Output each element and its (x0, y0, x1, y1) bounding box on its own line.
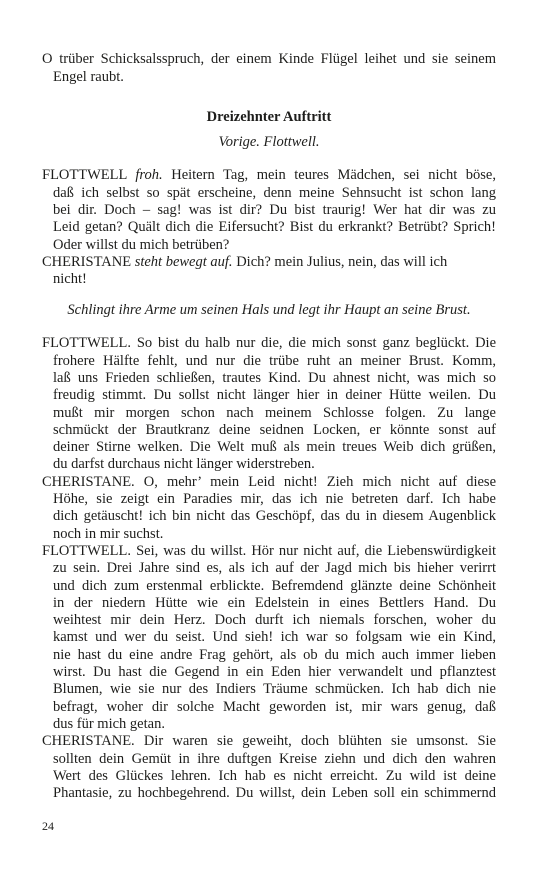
speech-line (42, 733, 496, 750)
speech-line: frohere Hälfte fehlt, und nur die trübe ruht an meiner Brust. Komm, (53, 352, 496, 369)
speech-flottwell (42, 335, 496, 473)
speech-line: laß uns Frieden schließen, trautes Kind. Du ahnest nicht, was mich so (53, 369, 496, 386)
dialogue-block (42, 167, 496, 288)
stage-direction-inline: steht bewegt auf. (134, 253, 233, 270)
speaker-name: CHERISTANE (42, 253, 132, 270)
speech-line: bei dir. Doch – sag! was ist dir? Du bist traurig! Wer hat dir was zu (53, 201, 496, 218)
speech-line: O trüber Schicksalsspruch, der einem Kinde Flügel leihet und sie seinem (42, 51, 496, 68)
speech-text: So bist du halb nur die, die mich sonst ganz beglückt. Die (136, 335, 497, 352)
speech-text: Dich? mein Julius, nein, das will ich (236, 253, 448, 270)
speech-line: dus für mich getan. (53, 715, 165, 732)
speech-line (42, 167, 496, 184)
speech-line: Phantasie, zu hochbegehrend. Du willst, dein Leben soll ein schimmernd (53, 785, 496, 802)
speech-line: Blumen, wie sie nur des Indiers Träume schmücken. Ich hab dich nie (53, 681, 496, 698)
scene-title: Dreizehnter Auftritt (206, 109, 332, 126)
stage-direction: Schlingt ihre Arme um seinen Hals und legt ihr Haupt an seine Brust. (67, 302, 471, 319)
speech-line: freudig stimmt. Du sollst nicht länger hier in deiner Hütte weilen. Du (53, 387, 496, 404)
speech-line (42, 543, 496, 560)
page-number: 24 (42, 819, 54, 833)
speech-continuation (42, 51, 496, 86)
speech-line: nie hast du eine andre Frag gehört, als ob du mich auch immer lieben (53, 646, 496, 663)
speech-text: O, mehr’ mein Leid nicht! Zieh mich nicht auf diese (143, 473, 496, 490)
speech-line: deiner Stirne welken. Die Welt muß als mein treues Weib dich grüßen, (53, 439, 496, 456)
speech-line (42, 335, 496, 352)
speech-line: Höhe, sie zeigt ein Paradies mir, das ich nie betreten darf. Ich habe (53, 491, 496, 508)
speech-text: Heitern Tag, mein teures Mädchen, sei nicht böse, (171, 167, 496, 184)
scene-characters: Vorige. Flottwell. (218, 134, 320, 151)
speech-line (42, 474, 496, 491)
speech-cheristane (42, 474, 496, 543)
speech-line: Wert des Glückes lehren. Ich hab es nicht erreicht. Zu wild ist deine (53, 767, 496, 784)
speech-line: wirst. Du hast die Gegend in ein Eden hier verwandelt und pflanztest (53, 664, 496, 681)
speaker-name: FLOTTWELL. (42, 542, 131, 559)
speech-line: weihtest mir dein Herz. Doch durft ich niemals forschen, woher du (53, 612, 496, 629)
speech-line: du darfst durchaus nicht länger widerstreben. (53, 456, 315, 473)
stage-direction-inline: froh. (135, 167, 163, 184)
dialogue-block (42, 335, 496, 802)
speech-line: dich getäuscht! ich bin nicht das Geschöpf, das du in diesem Augenblick (53, 508, 496, 525)
speech-line: befragt, woher dir solche Macht geworden ist, mir wars genug, daß (53, 698, 496, 715)
speech-line: in der niedern Hütte wie ein Edelstein in eines Bettlers Hand. Du (53, 594, 496, 611)
speech-line: zu sein. Drei Jahre sind es, als ich auf der Jagd mich bis hieher verirrt (53, 560, 496, 577)
speech-line: kamst und wer du seist. Und sieh! ich war so folgsam wie ein Kind, (53, 629, 496, 646)
continuation-text (42, 51, 496, 86)
speech-line: Leid getan? Quält dich die Eifersucht? Bist du erkrankt? Betrübt? Sprich! (53, 219, 496, 236)
speech-text: Dir waren sie geweiht, doch blühten sie umsonst. Sie (143, 733, 496, 750)
speaker-name: CHERISTANE. (42, 473, 135, 490)
speaker-name: CHERISTANE. (42, 733, 135, 750)
speech-line: daß ich selbst so spät erscheine, denn meine Sehnsucht ist schon lang (53, 184, 496, 201)
speech-cheristane (42, 254, 496, 289)
speech-line: und dich zum erstenmal erblickte. Befremdend glänzte deine Schönheit (53, 577, 496, 594)
speaker-name: FLOTTWELL (42, 167, 127, 184)
speech-line (42, 254, 496, 271)
speech-flottwell (42, 167, 496, 253)
speech-line: noch in mir suchst. (53, 525, 164, 542)
speech-line: Oder willst du mich betrüben? (53, 236, 230, 253)
speech-line: sollten dein Gemüt in ihre duftgen Kreise ziehn und dich den wahren (53, 750, 496, 767)
speech-flottwell (42, 543, 496, 733)
speech-line: Engel raubt. (53, 68, 124, 85)
speech-line: mußt mir morgen schon nach meinem Schlosse folgen. Zu lange (53, 404, 496, 421)
speaker-name: FLOTTWELL. (42, 335, 131, 352)
speech-line: schmückt der Brautkranz deine seidnen Locken, er könnte sonst auf (53, 421, 496, 438)
speech-text: Sei, was du willst. Hör nur nicht auf, die Liebenswürdigkeit (136, 542, 497, 559)
speech-line: nicht! (53, 271, 87, 288)
speech-cheristane (42, 733, 496, 802)
